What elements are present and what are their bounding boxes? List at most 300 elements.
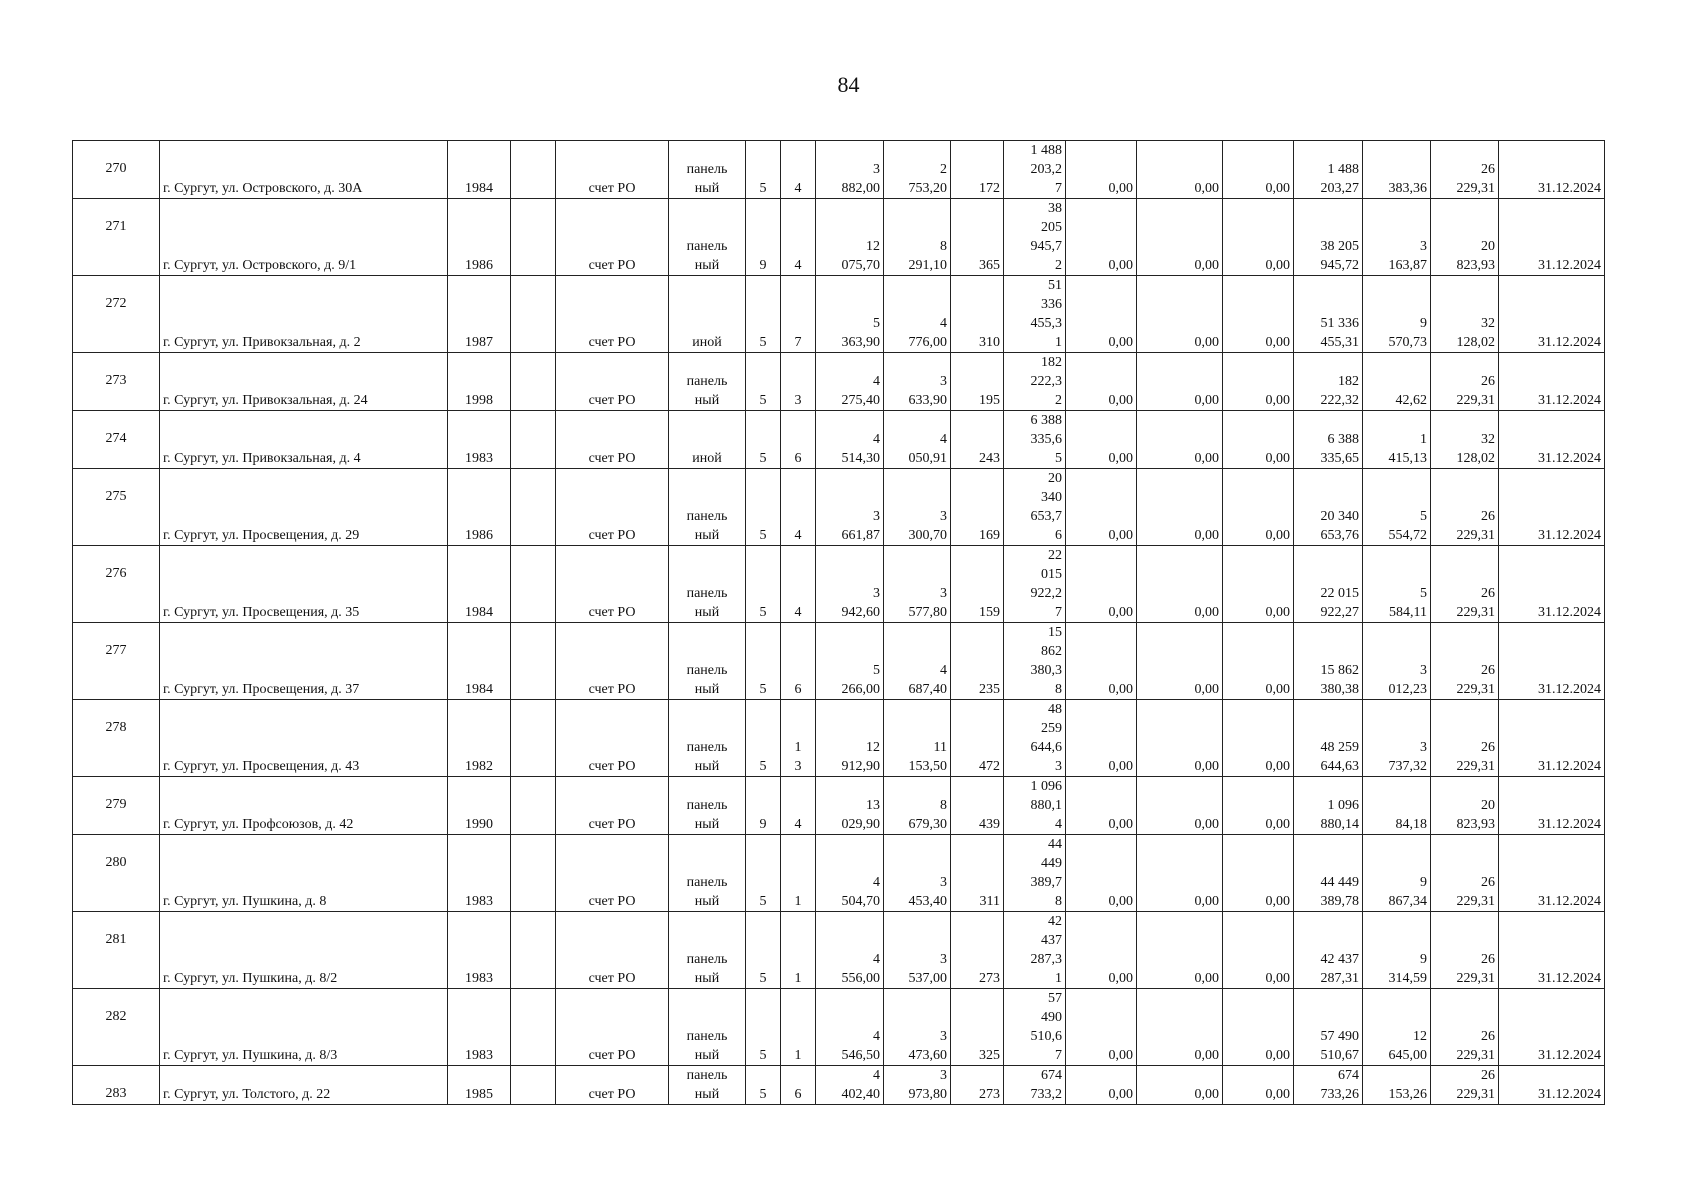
completion-date-cell-text: 31.12.2024 <box>1538 605 1601 620</box>
row-number <box>73 199 160 276</box>
zero-value-cell-text: 0,00 <box>1194 682 1219 697</box>
zero-value-cell <box>1137 411 1223 469</box>
total-area-cell <box>816 835 884 912</box>
zero-value-cell-text: 0,00 <box>1265 971 1290 986</box>
total-cost-cell <box>1004 199 1066 276</box>
total-cost-cell-text: 1 488 203,2 7 <box>1030 143 1062 196</box>
wall-material-cell-text: иной <box>692 335 722 350</box>
floors-cell-text: 9 <box>759 258 767 273</box>
cost-per-m2-cell-text: 12 645,00 <box>1388 1029 1427 1063</box>
completion-date-cell <box>1499 623 1605 700</box>
row-number-text: 282 <box>105 1009 127 1024</box>
floors-cell <box>746 835 781 912</box>
wall-material-cell <box>669 141 746 199</box>
zero-value-cell <box>1223 353 1294 411</box>
zero-value-cell <box>1223 546 1294 623</box>
fund-account-cell-text: счет РО <box>588 335 636 350</box>
year-built-cell <box>448 835 511 912</box>
zero-value-cell-text: 0,00 <box>1108 335 1133 350</box>
row-number-text: 281 <box>105 932 127 947</box>
wall-material-cell-text: панель ный <box>686 586 728 620</box>
address-cell <box>160 411 448 469</box>
zero-value-cell <box>1137 912 1223 989</box>
fund-cost-cell <box>1294 989 1363 1066</box>
floors-cell-text: 5 <box>759 759 767 774</box>
floors-cell-text: 5 <box>759 393 767 408</box>
completion-date-cell <box>1499 546 1605 623</box>
floors-cell <box>746 1066 781 1105</box>
address-cell <box>160 835 448 912</box>
floors-cell <box>746 199 781 276</box>
row-number-text: 276 <box>105 566 127 581</box>
address-cell <box>160 989 448 1066</box>
entrances-cell <box>781 777 816 835</box>
wall-material-cell <box>669 623 746 700</box>
cost-limit-cell <box>1431 623 1499 700</box>
total-cost-cell <box>1004 546 1066 623</box>
fund-account-cell <box>556 989 669 1066</box>
cost-per-m2-cell-text: 5 584,11 <box>1389 586 1427 620</box>
year-built-cell-text: 1983 <box>465 1048 493 1063</box>
row-number <box>73 623 160 700</box>
wall-material-cell-text: панель ный <box>686 875 728 909</box>
zero-value-cell <box>1223 199 1294 276</box>
wall-material-cell <box>669 353 746 411</box>
address-cell-text: г. Сургут, ул. Просвещения, д. 43 <box>163 759 360 774</box>
living-area-cell-text: 4 776,00 <box>908 316 947 350</box>
entrances-cell <box>781 700 816 777</box>
residents-cell-text: 310 <box>979 335 1000 350</box>
cost-limit-cell-text: 26 229,31 <box>1456 509 1495 543</box>
fund-cost-cell-text: 6 388 335,65 <box>1320 432 1359 466</box>
cost-per-m2-cell-text: 153,26 <box>1388 1087 1427 1102</box>
total-area-cell <box>816 989 884 1066</box>
wall-material-cell <box>669 835 746 912</box>
completion-date-cell <box>1499 700 1605 777</box>
total-cost-cell <box>1004 989 1066 1066</box>
page-number: 84 <box>837 72 860 97</box>
table-row <box>73 835 1605 912</box>
total-area-cell <box>816 623 884 700</box>
year-built-cell <box>448 546 511 623</box>
floors-cell-text: 5 <box>759 1048 767 1063</box>
floors-cell <box>746 469 781 546</box>
completion-date-cell-text: 31.12.2024 <box>1538 971 1601 986</box>
table-row <box>73 276 1605 353</box>
cost-per-m2-cell-text: 9 314,59 <box>1388 952 1427 986</box>
zero-value-cell <box>1066 777 1137 835</box>
living-area-cell <box>884 141 951 199</box>
total-area-cell <box>816 1066 884 1105</box>
zero-value-cell-text: 0,00 <box>1265 1048 1290 1063</box>
fund-account-cell-text: счет РО <box>588 817 636 832</box>
wall-material-cell <box>669 276 746 353</box>
total-area-cell-text: 5 363,90 <box>841 316 880 350</box>
living-area-cell-text: 8 291,10 <box>908 239 947 273</box>
address-cell <box>160 912 448 989</box>
zero-value-cell-text: 0,00 <box>1108 258 1133 273</box>
year-built-cell <box>448 353 511 411</box>
cost-limit-cell-text: 26 229,31 <box>1456 162 1495 196</box>
cost-per-m2-cell <box>1363 199 1431 276</box>
residents-cell-text: 172 <box>979 181 1000 196</box>
completion-date-cell-text: 31.12.2024 <box>1538 894 1601 909</box>
residents-cell-text: 195 <box>979 393 1000 408</box>
row-number <box>73 777 160 835</box>
address-cell-text: г. Сургут, ул. Островского, д. 9/1 <box>163 258 357 273</box>
zero-value-cell <box>1137 199 1223 276</box>
table-row <box>73 1066 1605 1105</box>
cost-per-m2-cell <box>1363 1066 1431 1105</box>
total-cost-cell <box>1004 411 1066 469</box>
residents-cell-text: 472 <box>979 759 1000 774</box>
entrances-cell <box>781 353 816 411</box>
total-cost-cell <box>1004 276 1066 353</box>
cost-per-m2-cell-text: 1 415,13 <box>1388 432 1427 466</box>
zero-value-cell-text: 0,00 <box>1265 605 1290 620</box>
floors-cell-text: 5 <box>759 682 767 697</box>
address-cell-text: г. Сургут, ул. Привокзальная, д. 4 <box>163 451 361 466</box>
empty-cell <box>511 469 556 546</box>
cost-limit-cell-text: 26 229,31 <box>1456 663 1495 697</box>
floors-cell-text: 5 <box>759 894 767 909</box>
total-area-cell <box>816 469 884 546</box>
total-area-cell <box>816 199 884 276</box>
living-area-cell-text: 8 679,30 <box>908 798 947 832</box>
zero-value-cell <box>1223 777 1294 835</box>
residents-cell <box>951 623 1004 700</box>
living-area-cell-text: 4 050,91 <box>908 432 947 466</box>
residents-cell-text: 243 <box>979 451 1000 466</box>
entrances-cell <box>781 199 816 276</box>
floors-cell <box>746 912 781 989</box>
total-cost-cell-text: 20 340 653,7 6 <box>1030 471 1062 543</box>
address-cell <box>160 623 448 700</box>
residents-cell-text: 365 <box>979 258 1000 273</box>
empty-cell <box>511 623 556 700</box>
total-area-cell <box>816 141 884 199</box>
fund-cost-cell <box>1294 469 1363 546</box>
floors-cell <box>746 777 781 835</box>
row-number-text: 270 <box>105 161 127 176</box>
residents-cell <box>951 276 1004 353</box>
entrances-cell <box>781 835 816 912</box>
completion-date-cell-text: 31.12.2024 <box>1538 335 1601 350</box>
year-built-cell <box>448 411 511 469</box>
floors-cell <box>746 276 781 353</box>
address-cell-text: г. Сургут, ул. Профсоюзов, д. 42 <box>163 817 354 832</box>
table-row <box>73 912 1605 989</box>
wall-material-cell-text: панель ный <box>686 509 728 543</box>
fund-account-cell <box>556 1066 669 1105</box>
wall-material-cell <box>669 700 746 777</box>
living-area-cell <box>884 276 951 353</box>
zero-value-cell <box>1066 469 1137 546</box>
living-area-cell-text: 4 687,40 <box>908 663 947 697</box>
year-built-cell-text: 1983 <box>465 971 493 986</box>
wall-material-cell-text: панель ный <box>686 1029 728 1063</box>
zero-value-cell-text: 0,00 <box>1108 894 1133 909</box>
cost-per-m2-cell-text: 42,62 <box>1395 393 1427 408</box>
completion-date-cell <box>1499 199 1605 276</box>
fund-account-cell <box>556 835 669 912</box>
year-built-cell <box>448 777 511 835</box>
total-area-cell-text: 4 514,30 <box>841 432 880 466</box>
table-row <box>73 989 1605 1066</box>
cost-per-m2-cell <box>1363 912 1431 989</box>
total-area-cell-text: 4 556,00 <box>841 952 880 986</box>
total-area-cell <box>816 411 884 469</box>
cost-limit-cell <box>1431 835 1499 912</box>
zero-value-cell-text: 0,00 <box>1265 335 1290 350</box>
entrances-cell-text: 1 3 <box>794 740 802 774</box>
residents-cell-text: 159 <box>979 605 1000 620</box>
cost-limit-cell <box>1431 199 1499 276</box>
fund-cost-cell <box>1294 546 1363 623</box>
entrances-cell-text: 1 <box>794 971 802 986</box>
cost-limit-cell-text: 26 229,31 <box>1456 1068 1495 1102</box>
living-area-cell-text: 3 453,40 <box>908 875 947 909</box>
zero-value-cell <box>1137 623 1223 700</box>
empty-cell <box>511 989 556 1066</box>
floors-cell-text: 5 <box>759 181 767 196</box>
living-area-cell <box>884 353 951 411</box>
total-area-cell-text: 3 882,00 <box>841 162 880 196</box>
residents-cell-text: 311 <box>979 894 1000 909</box>
total-cost-cell-text: 15 862 380,3 8 <box>1030 625 1062 697</box>
fund-account-cell-text: счет РО <box>588 393 636 408</box>
cost-limit-cell <box>1431 700 1499 777</box>
cost-per-m2-cell-text: 383,36 <box>1388 181 1427 196</box>
zero-value-cell-text: 0,00 <box>1265 817 1290 832</box>
total-area-cell-text: 12 075,70 <box>841 239 880 273</box>
residents-cell-text: 235 <box>979 682 1000 697</box>
entrances-cell <box>781 1066 816 1105</box>
total-area-cell-text: 12 912,90 <box>841 740 880 774</box>
zero-value-cell <box>1223 1066 1294 1105</box>
living-area-cell <box>884 546 951 623</box>
wall-material-cell <box>669 989 746 1066</box>
row-number <box>73 411 160 469</box>
total-area-cell <box>816 546 884 623</box>
fund-cost-cell <box>1294 1066 1363 1105</box>
empty-cell <box>511 777 556 835</box>
total-cost-cell <box>1004 777 1066 835</box>
living-area-cell <box>884 912 951 989</box>
fund-account-cell-text: счет РО <box>588 1048 636 1063</box>
completion-date-cell-text: 31.12.2024 <box>1538 181 1601 196</box>
empty-cell <box>511 546 556 623</box>
table-row <box>73 546 1605 623</box>
cost-limit-cell <box>1431 912 1499 989</box>
zero-value-cell-text: 0,00 <box>1265 759 1290 774</box>
completion-date-cell-text: 31.12.2024 <box>1538 393 1601 408</box>
address-cell <box>160 276 448 353</box>
residents-cell <box>951 835 1004 912</box>
cost-per-m2-cell <box>1363 835 1431 912</box>
address-cell <box>160 353 448 411</box>
fund-account-cell-text: счет РО <box>588 451 636 466</box>
empty-cell <box>511 1066 556 1105</box>
floors-cell <box>746 623 781 700</box>
entrances-cell-text: 7 <box>794 335 802 350</box>
cost-limit-cell <box>1431 276 1499 353</box>
address-cell-text: г. Сургут, ул. Просвещения, д. 37 <box>163 682 360 697</box>
entrances-cell-text: 6 <box>794 682 802 697</box>
address-cell-text: г. Сургут, ул. Просвещения, д. 35 <box>163 605 360 620</box>
living-area-cell-text: 2 753,20 <box>908 162 947 196</box>
living-area-cell <box>884 411 951 469</box>
fund-account-cell-text: счет РО <box>588 258 636 273</box>
living-area-cell-text: 3 973,80 <box>908 1068 947 1102</box>
zero-value-cell-text: 0,00 <box>1108 528 1133 543</box>
entrances-cell <box>781 411 816 469</box>
fund-account-cell <box>556 546 669 623</box>
cost-per-m2-cell <box>1363 700 1431 777</box>
zero-value-cell <box>1137 1066 1223 1105</box>
zero-value-cell-text: 0,00 <box>1265 682 1290 697</box>
fund-cost-cell <box>1294 912 1363 989</box>
living-area-cell <box>884 989 951 1066</box>
zero-value-cell <box>1137 700 1223 777</box>
fund-account-cell <box>556 700 669 777</box>
year-built-cell-text: 1984 <box>465 181 493 196</box>
total-cost-cell-text: 42 437 287,3 1 <box>1030 914 1062 986</box>
address-cell-text: г. Сургут, ул. Привокзальная, д. 2 <box>163 335 361 350</box>
total-cost-cell <box>1004 353 1066 411</box>
wall-material-cell-text: панель ный <box>686 239 728 273</box>
fund-cost-cell-text: 674 733,26 <box>1320 1068 1359 1102</box>
total-area-cell-text: 13 029,90 <box>841 798 880 832</box>
total-cost-cell <box>1004 1066 1066 1105</box>
living-area-cell-text: 3 577,80 <box>908 586 947 620</box>
zero-value-cell-text: 0,00 <box>1194 817 1219 832</box>
year-built-cell-text: 1998 <box>465 393 493 408</box>
residents-cell <box>951 411 1004 469</box>
entrances-cell-text: 6 <box>794 1087 802 1102</box>
fund-cost-cell <box>1294 276 1363 353</box>
completion-date-cell <box>1499 469 1605 546</box>
living-area-cell <box>884 623 951 700</box>
zero-value-cell-text: 0,00 <box>1108 181 1133 196</box>
cost-limit-cell-text: 26 229,31 <box>1456 586 1495 620</box>
fund-account-cell <box>556 623 669 700</box>
zero-value-cell-text: 0,00 <box>1265 258 1290 273</box>
cost-per-m2-cell-text: 84,18 <box>1395 817 1427 832</box>
fund-account-cell-text: счет РО <box>588 682 636 697</box>
row-number <box>73 989 160 1066</box>
row-number-text: 271 <box>105 219 127 234</box>
completion-date-cell-text: 31.12.2024 <box>1538 1048 1601 1063</box>
fund-cost-cell <box>1294 199 1363 276</box>
total-cost-cell <box>1004 623 1066 700</box>
total-area-cell-text: 4 275,40 <box>841 374 880 408</box>
cost-limit-cell-text: 20 823,93 <box>1456 798 1495 832</box>
living-area-cell <box>884 835 951 912</box>
living-area-cell-text: 3 537,00 <box>908 952 947 986</box>
fund-cost-cell <box>1294 777 1363 835</box>
zero-value-cell-text: 0,00 <box>1194 335 1219 350</box>
total-cost-cell-text: 38 205 945,7 2 <box>1030 201 1062 273</box>
floors-cell <box>746 989 781 1066</box>
cost-per-m2-cell-text: 3 737,32 <box>1388 740 1427 774</box>
total-area-cell-text: 4 402,40 <box>841 1068 880 1102</box>
total-cost-cell-text: 6 388 335,6 5 <box>1030 413 1062 466</box>
completion-date-cell-text: 31.12.2024 <box>1538 759 1601 774</box>
fund-cost-cell <box>1294 141 1363 199</box>
entrances-cell <box>781 912 816 989</box>
fund-cost-cell-text: 48 259 644,63 <box>1320 740 1359 774</box>
cost-per-m2-cell <box>1363 276 1431 353</box>
cost-per-m2-cell <box>1363 353 1431 411</box>
residents-cell <box>951 1066 1004 1105</box>
zero-value-cell-text: 0,00 <box>1265 393 1290 408</box>
completion-date-cell-text: 31.12.2024 <box>1538 528 1601 543</box>
zero-value-cell-text: 0,00 <box>1108 759 1133 774</box>
wall-material-cell-text: панель ный <box>686 162 728 196</box>
living-area-cell <box>884 700 951 777</box>
cost-per-m2-cell <box>1363 141 1431 199</box>
residents-cell <box>951 700 1004 777</box>
cost-limit-cell-text: 32 128,02 <box>1456 432 1495 466</box>
zero-value-cell <box>1066 700 1137 777</box>
wall-material-cell-text: панель ный <box>686 740 728 774</box>
zero-value-cell <box>1223 141 1294 199</box>
entrances-cell-text: 4 <box>794 605 802 620</box>
zero-value-cell-text: 0,00 <box>1108 393 1133 408</box>
completion-date-cell-text: 31.12.2024 <box>1538 682 1601 697</box>
floors-cell <box>746 546 781 623</box>
wall-material-cell-text: панель ный <box>686 374 728 408</box>
cost-limit-cell-text: 26 229,31 <box>1456 1029 1495 1063</box>
year-built-cell-text: 1986 <box>465 258 493 273</box>
cost-limit-cell-text: 26 229,31 <box>1456 875 1495 909</box>
cost-limit-cell-text: 26 229,31 <box>1456 740 1495 774</box>
residents-cell <box>951 353 1004 411</box>
zero-value-cell-text: 0,00 <box>1265 1087 1290 1102</box>
fund-cost-cell-text: 1 096 880,14 <box>1320 798 1359 832</box>
floors-cell-text: 5 <box>759 451 767 466</box>
zero-value-cell-text: 0,00 <box>1194 894 1219 909</box>
residents-cell <box>951 546 1004 623</box>
wall-material-cell <box>669 546 746 623</box>
zero-value-cell-text: 0,00 <box>1194 393 1219 408</box>
fund-cost-cell <box>1294 835 1363 912</box>
fund-cost-cell-text: 51 336 455,31 <box>1320 316 1359 350</box>
table-row <box>73 777 1605 835</box>
fund-account-cell-text: счет РО <box>588 1087 636 1102</box>
total-cost-cell-text: 51 336 455,3 1 <box>1030 278 1062 350</box>
fund-cost-cell <box>1294 411 1363 469</box>
zero-value-cell-text: 0,00 <box>1108 1048 1133 1063</box>
row-number <box>73 353 160 411</box>
zero-value-cell <box>1137 777 1223 835</box>
entrances-cell-text: 6 <box>794 451 802 466</box>
row-number <box>73 1066 160 1105</box>
total-cost-cell-text: 674 733,2 <box>1030 1068 1062 1102</box>
cost-limit-cell-text: 32 128,02 <box>1456 316 1495 350</box>
completion-date-cell <box>1499 141 1605 199</box>
residents-cell <box>951 777 1004 835</box>
cost-per-m2-cell-text: 3 163,87 <box>1388 239 1427 273</box>
cost-per-m2-cell <box>1363 623 1431 700</box>
address-cell <box>160 1066 448 1105</box>
row-number <box>73 469 160 546</box>
fund-account-cell <box>556 777 669 835</box>
residents-cell-text: 169 <box>979 528 1000 543</box>
completion-date-cell-text: 31.12.2024 <box>1538 258 1601 273</box>
living-area-cell <box>884 199 951 276</box>
